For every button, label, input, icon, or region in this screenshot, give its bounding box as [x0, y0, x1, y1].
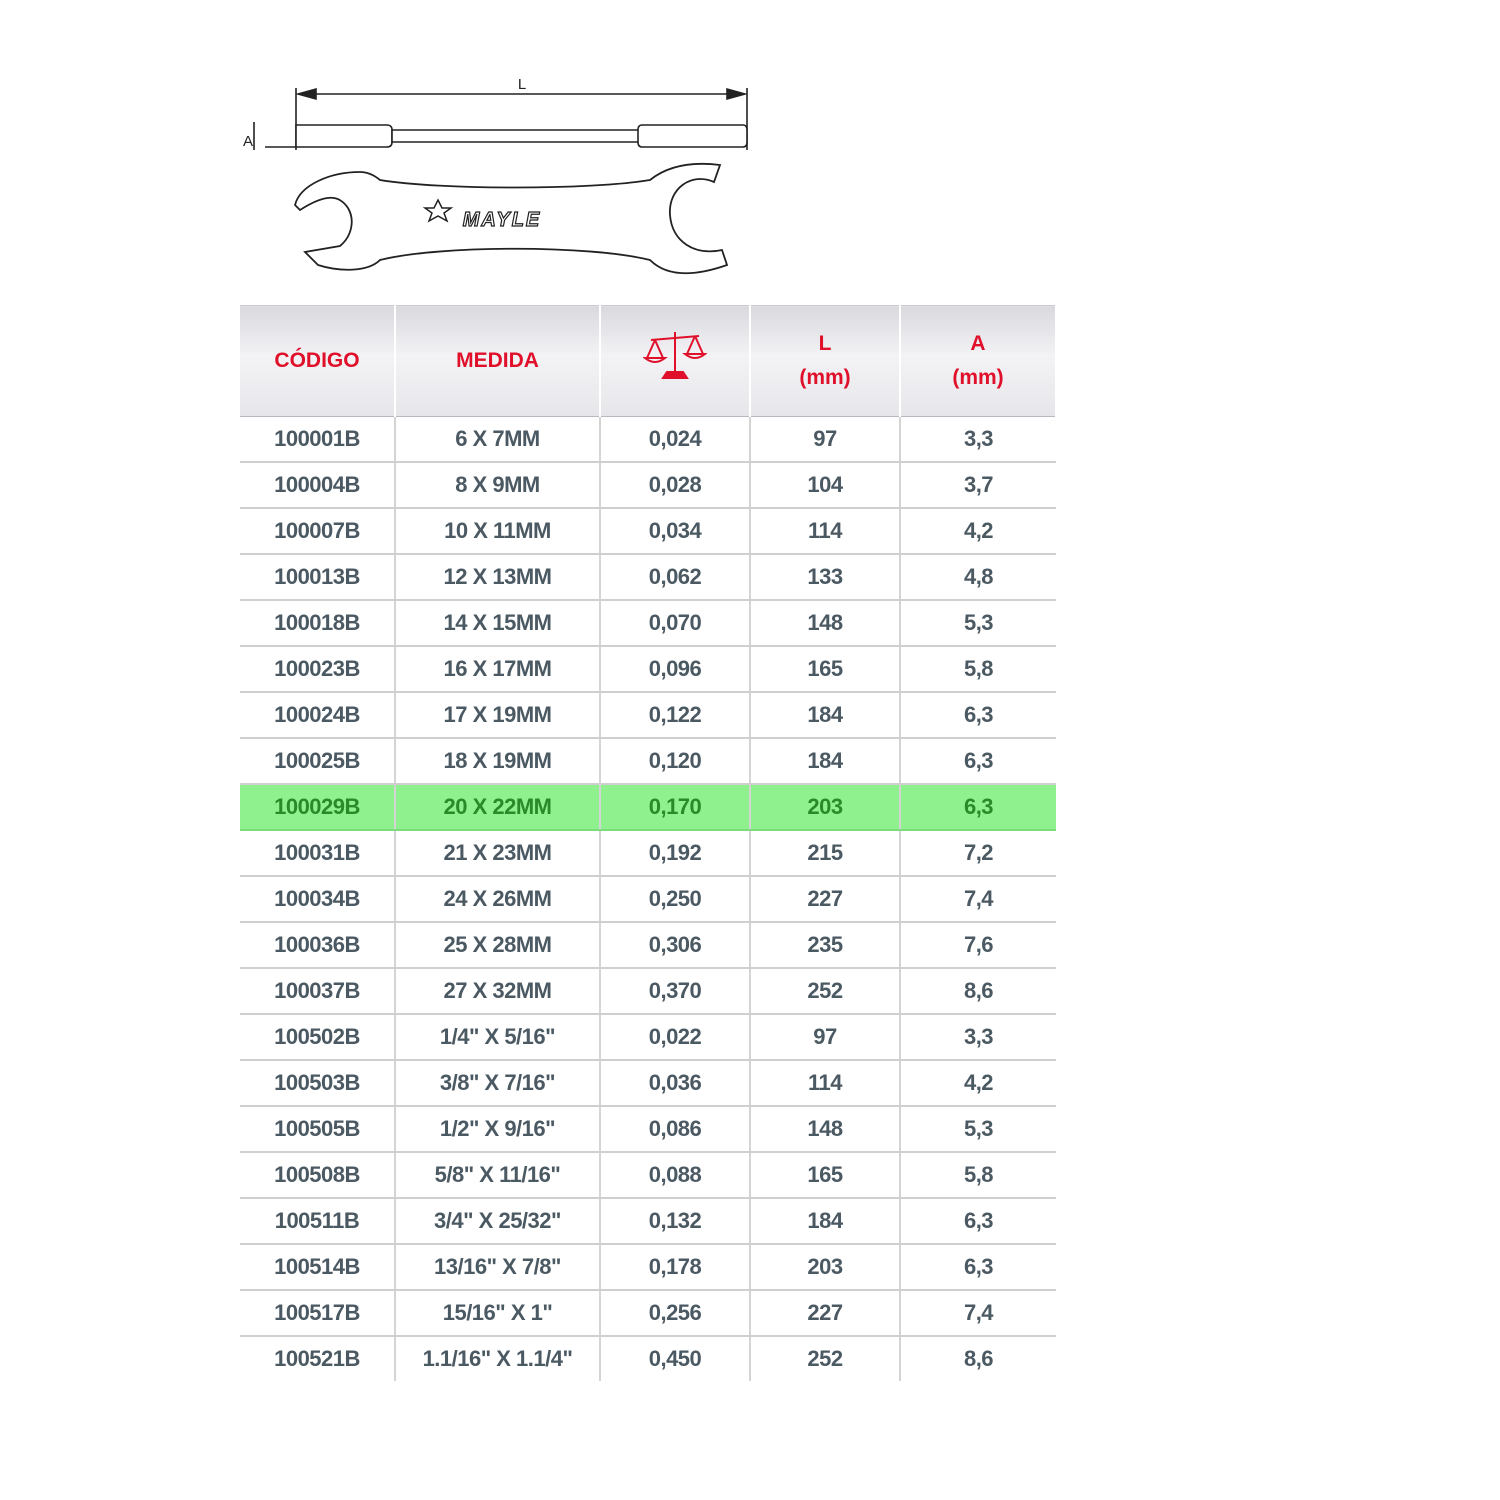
cell-a: 5,3 [900, 1106, 1056, 1152]
cell-a: 5,8 [900, 646, 1056, 692]
cell-codigo: 100503B [240, 1060, 395, 1106]
table-row [240, 1106, 1056, 1152]
cell-medida: 12 X 13MM [395, 554, 600, 600]
table-row [240, 784, 1056, 830]
cell-l: 114 [750, 1060, 900, 1106]
table-row [240, 1244, 1056, 1290]
cell-a: 5,3 [900, 600, 1056, 646]
cell-codigo: 100001B [240, 417, 395, 463]
table-row [240, 968, 1056, 1014]
cell-a: 6,3 [900, 738, 1056, 784]
cell-a: 7,4 [900, 1290, 1056, 1336]
cell-peso: 0,036 [600, 1060, 750, 1106]
cell-peso: 0,028 [600, 462, 750, 508]
cell-medida: 13/16" X 7/8" [395, 1244, 600, 1290]
table-row [240, 1060, 1056, 1106]
cell-medida: 16 X 17MM [395, 646, 600, 692]
cell-codigo: 100023B [240, 646, 395, 692]
cell-l: 235 [750, 922, 900, 968]
header-l-label: L [818, 332, 832, 355]
cell-l: 104 [750, 462, 900, 508]
cell-codigo: 100018B [240, 600, 395, 646]
cell-medida: 3/4" X 25/32" [395, 1198, 600, 1244]
table-row [240, 1014, 1056, 1060]
cell-medida: 1/2" X 9/16" [395, 1106, 600, 1152]
cell-codigo: 100025B [240, 738, 395, 784]
cell-medida: 1.1/16" X 1.1/4" [395, 1336, 600, 1381]
cell-l: 114 [750, 508, 900, 554]
cell-l: 97 [750, 417, 900, 463]
cell-medida: 3/8" X 7/16" [395, 1060, 600, 1106]
cell-peso: 0,132 [600, 1198, 750, 1244]
cell-l: 215 [750, 830, 900, 876]
cell-a: 8,6 [900, 968, 1056, 1014]
cell-peso: 0,088 [600, 1152, 750, 1198]
header-l [750, 306, 900, 417]
header-peso [600, 306, 750, 417]
cell-codigo: 100521B [274, 1346, 360, 1371]
cell-peso: 0,096 [600, 646, 750, 692]
cell-l: 252 [750, 968, 900, 1014]
cell-l: 227 [750, 876, 900, 922]
header-a [900, 306, 1056, 417]
cell-codigo: 100029B [240, 784, 395, 830]
cell-a: 4,2 [900, 1060, 1056, 1106]
cell-codigo: 100505B [240, 1106, 395, 1152]
cell-medida: 18 X 19MM [395, 738, 600, 784]
cell-a: 6,3 [900, 692, 1056, 738]
cell-l: 148 [750, 1106, 900, 1152]
cell-l: 165 [750, 1152, 900, 1198]
header-a-label: A [970, 332, 986, 355]
cell-peso: 0,024 [600, 417, 750, 463]
cell-a: 4,8 [900, 554, 1056, 600]
cell-codigo: 100031B [240, 830, 395, 876]
cell-codigo: 100034B [240, 876, 395, 922]
cell-peso: 0,086 [600, 1106, 750, 1152]
cell-peso: 0,256 [600, 1290, 750, 1336]
cell-l: 133 [750, 554, 900, 600]
cell-codigo: 100514B [240, 1244, 395, 1290]
cell-a: 8,6 [900, 1336, 1056, 1381]
cell-codigo: 100508B [240, 1152, 395, 1198]
cell-codigo: 100024B [240, 692, 395, 738]
cell-medida: 24 X 26MM [395, 876, 600, 922]
table-row [240, 1336, 1056, 1381]
cell-a: 4,2 [900, 508, 1056, 554]
length-label: L [517, 76, 527, 93]
cell-a: 6,3 [900, 1244, 1056, 1290]
cell-medida: 1/4" X 5/16" [395, 1014, 600, 1060]
table-header [240, 306, 1056, 417]
cell-medida: 27 X 32MM [395, 968, 600, 1014]
cell-medida: 20 X 22MM [395, 784, 600, 830]
header-codigo: CÓDIGO [240, 306, 395, 417]
cell-peso: 0,370 [600, 968, 750, 1014]
cell-l: 184 [750, 1198, 900, 1244]
cell-a: 3,3 [900, 1014, 1056, 1060]
cell-l: 203 [750, 1244, 900, 1290]
cell-peso: 0,250 [600, 876, 750, 922]
thickness-label: A [242, 133, 254, 150]
cell-peso: 0,178 [600, 1244, 750, 1290]
table-body [240, 417, 1056, 1382]
table-row [240, 417, 1056, 463]
header-a-unit: (mm) [952, 366, 1004, 389]
table-row [240, 1198, 1056, 1244]
cell-a: 6,3 [900, 784, 1056, 830]
cell-l: 165 [750, 646, 900, 692]
cell-l: 184 [750, 738, 900, 784]
table-row [240, 1152, 1056, 1198]
cell-medida: 8 X 9MM [395, 462, 600, 508]
table-row [240, 738, 1056, 784]
cell-medida: 25 X 28MM [395, 922, 600, 968]
cell-l: 184 [750, 692, 900, 738]
cell-medida: 6 X 7MM [395, 417, 600, 463]
cell-medida: 17 X 19MM [395, 692, 600, 738]
header-l-unit: (mm) [799, 366, 851, 389]
cell-medida: 14 X 15MM [395, 600, 600, 646]
cell-l: 148 [750, 600, 900, 646]
table-row [240, 876, 1056, 922]
cell-peso: 0,034 [600, 508, 750, 554]
cell-a: 7,4 [900, 876, 1056, 922]
cell-codigo: 100013B [240, 554, 395, 600]
table-row [240, 922, 1056, 968]
scale-icon [643, 326, 707, 386]
cell-codigo: 100517B [240, 1290, 395, 1336]
cell-a: 5,8 [900, 1152, 1056, 1198]
cell-a: 7,6 [900, 922, 1056, 968]
wrench-side-profile [254, 122, 747, 150]
cell-a: 6,3 [900, 1198, 1056, 1244]
cell-peso: 0,070 [600, 600, 750, 646]
cell-a: 3,3 [900, 417, 1056, 463]
cell-peso: 0,062 [600, 554, 750, 600]
cell-codigo: 100004B [240, 462, 395, 508]
svg-text:MAYLE: MAYLE [462, 209, 542, 231]
cell-medida: 21 X 23MM [395, 830, 600, 876]
cell-codigo: 100511B [240, 1198, 395, 1244]
table-row [240, 1290, 1056, 1336]
cell-l: 203 [750, 784, 900, 830]
cell-l: 227 [750, 1290, 900, 1336]
cell-medida: 15/16" X 1" [395, 1290, 600, 1336]
table-row [240, 554, 1056, 600]
table-row [240, 646, 1056, 692]
table-row [240, 462, 1056, 508]
table-row [240, 508, 1056, 554]
cell-codigo: 100036B [240, 922, 395, 968]
cell-peso: 0,170 [600, 784, 750, 830]
cell-peso: 0,192 [600, 830, 750, 876]
spec-table [240, 305, 1057, 1381]
cell-l: 97 [750, 1014, 900, 1060]
cell-peso: 0,122 [600, 692, 750, 738]
cell-a: 3,7 [900, 462, 1056, 508]
wrench-diagram [240, 60, 780, 290]
cell-codigo: 100037B [240, 968, 395, 1014]
cell-l: 252 [750, 1336, 900, 1381]
cell-medida: 5/8" X 11/16" [395, 1152, 600, 1198]
table-row [240, 830, 1056, 876]
cell-peso: 0,120 [600, 738, 750, 784]
cell-codigo: 100007B [240, 508, 395, 554]
cell-codigo: 100502B [240, 1014, 395, 1060]
header-medida: MEDIDA [395, 306, 600, 417]
cell-medida: 10 X 11MM [395, 508, 600, 554]
cell-a: 7,2 [900, 830, 1056, 876]
table-row [240, 600, 1056, 646]
cell-peso: 0,306 [600, 922, 750, 968]
cell-peso: 0,022 [600, 1014, 750, 1060]
table-row [240, 692, 1056, 738]
cell-peso: 0,450 [600, 1336, 750, 1381]
